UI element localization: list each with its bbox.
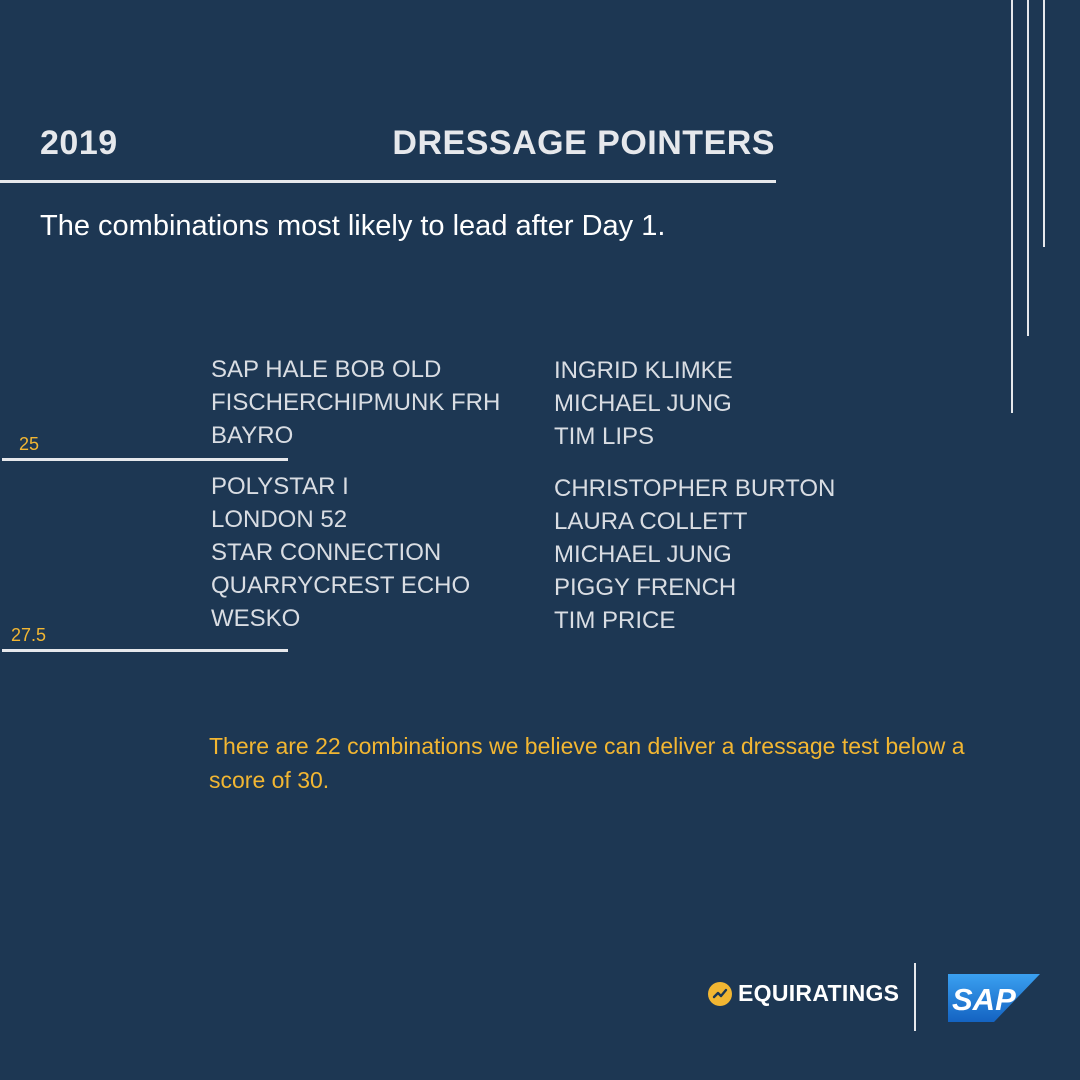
rider-list-group-2 <box>554 472 835 637</box>
brand-name: EQUIRATINGS <box>738 980 900 1006</box>
horse-name: QUARRYCREST ECHO <box>211 572 471 599</box>
horse-name: WESKO <box>211 605 301 632</box>
subtitle: The combinations most likely to lead after Day 1. <box>40 210 666 242</box>
horse-name: STAR CONNECTION <box>211 539 442 566</box>
horse-name: SAP HALE BOB OLD <box>211 356 442 383</box>
sap-logo <box>948 974 1040 1027</box>
threshold-label: 25 <box>19 434 40 454</box>
rider-name: INGRID KLIMKE <box>554 357 733 384</box>
year-heading: 2019 <box>40 124 118 162</box>
rider-name: PIGGY FRENCH <box>554 574 737 601</box>
logo-divider <box>914 963 916 1031</box>
threshold-rule <box>2 458 288 461</box>
horse-name: LONDON 52 <box>211 506 348 533</box>
rider-name: MICHAEL JUNG <box>554 541 732 568</box>
rider-name: CHRISTOPHER BURTON <box>554 475 836 502</box>
rider-name: TIM PRICE <box>554 607 676 634</box>
threshold-rule <box>2 649 288 652</box>
sap-logo-text: SAP <box>952 982 1016 1017</box>
decorative-line <box>1043 0 1045 247</box>
rider-list-group-1 <box>554 354 733 453</box>
horse-name: BAYRO <box>211 422 294 449</box>
threshold-label: 27.5 <box>11 625 47 645</box>
trend-up-icon <box>708 982 732 1006</box>
equiratings-logo <box>708 980 899 1007</box>
rider-name: TIM LIPS <box>554 423 655 450</box>
page-title: DRESSAGE POINTERS <box>392 124 775 162</box>
decorative-line <box>1027 0 1029 336</box>
rider-name: LAURA COLLETT <box>554 508 748 535</box>
horse-list-group-2 <box>211 470 470 635</box>
horse-name: FISCHERCHIPMUNK FRH <box>211 389 501 416</box>
rider-name: MICHAEL JUNG <box>554 390 732 417</box>
horse-list-group-1 <box>211 353 500 452</box>
footnote: There are 22 combinations we believe can deliver a dressage test below a score of 30. <box>209 733 965 793</box>
horse-name: POLYSTAR I <box>211 473 349 500</box>
decorative-line <box>1011 0 1013 413</box>
title-divider <box>0 180 776 183</box>
